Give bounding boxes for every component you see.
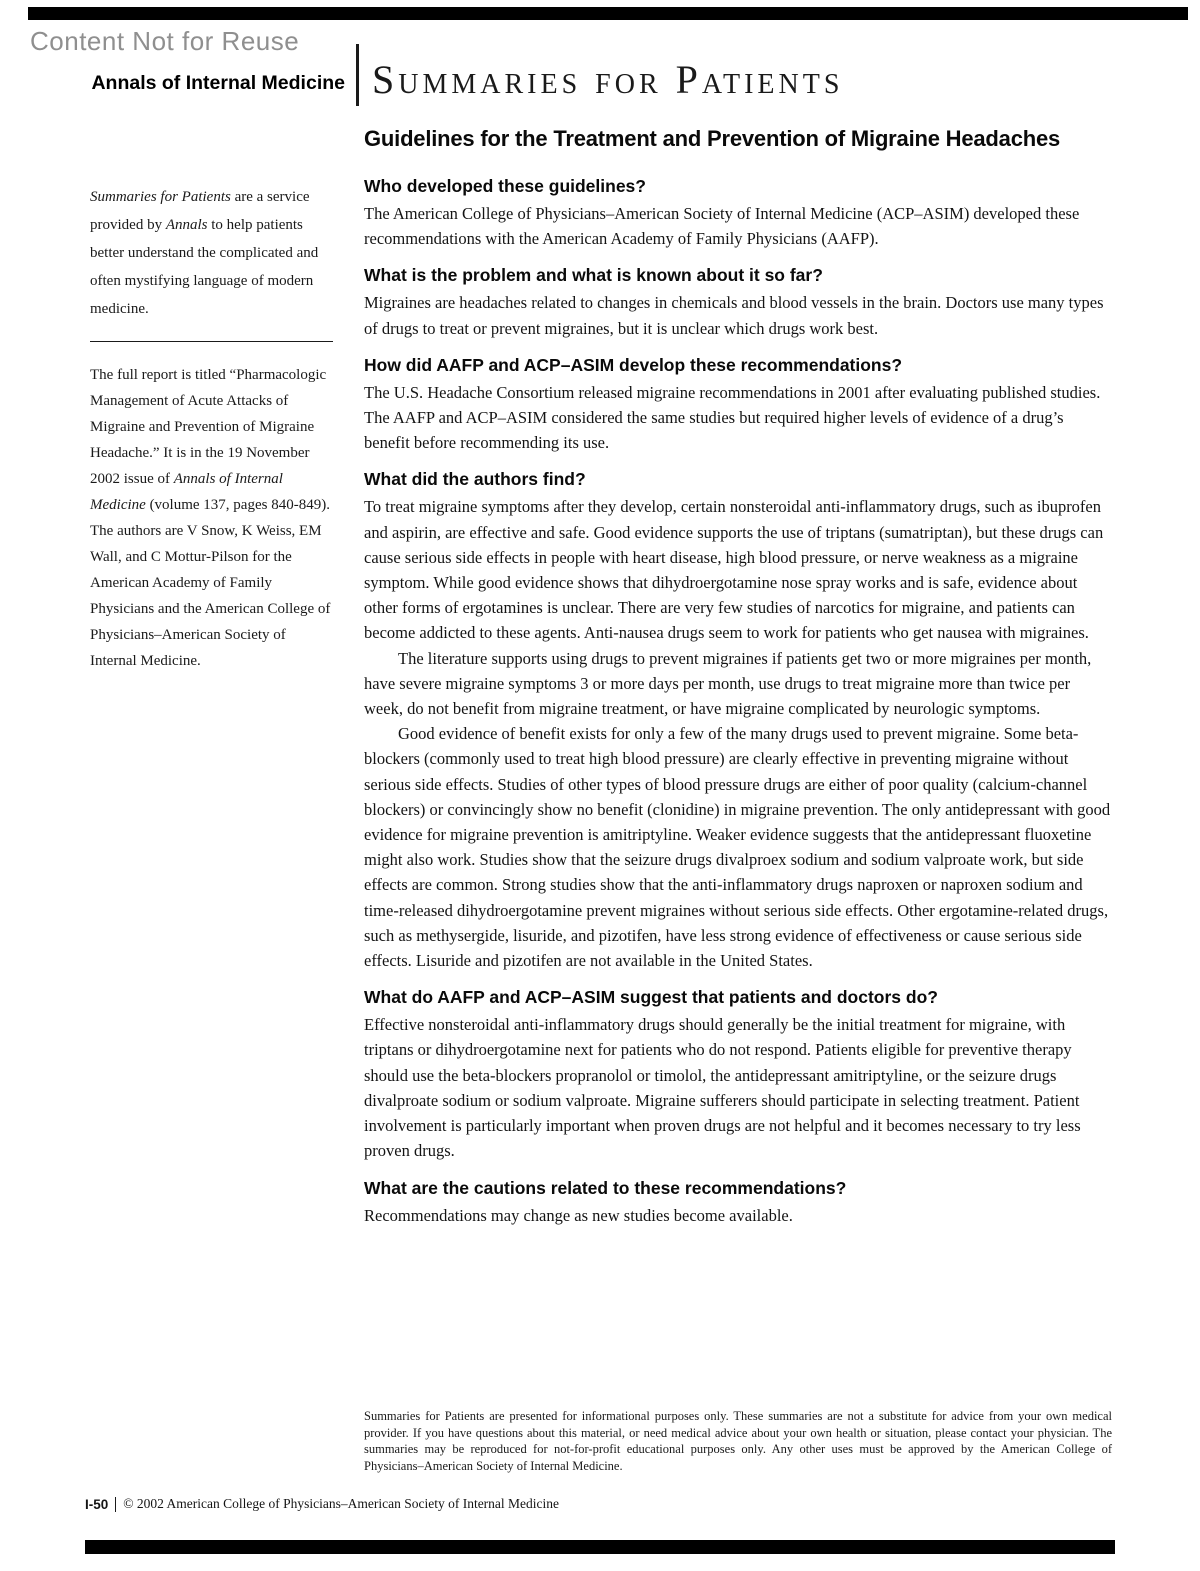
footline <box>85 1496 559 1512</box>
section-heading: What are the cautions related to these recommendations? <box>364 1177 847 1198</box>
watermark: Content Not for Reuse <box>30 26 300 56</box>
section-suggestions <box>364 987 1112 1163</box>
journal-name: Annals of Internal Medicine <box>91 72 345 94</box>
section-paragraph: Good evidence of benefit exists for only a few of the many drugs used to prevent migraine. Some beta-blockers (commonly used to treat high blood pressure) are clearly effective in preventing migraine without serious side effects. Studies of other types of blood pressure drugs are either of poor quality (calcium-channel blockers) or convincingly show no benefit (clonidine) in migraine prevention. The only antidepressant with good evidence for migraine prevention is amitriptyline. Weaker evidence suggests that the antidepressant fluoxetine might also work. Studies show that the seizure drugs divalproex sodium and sodium valproate work, but side effects are common. Strong studies show that the anti-inflammatory drugs naproxen or naproxen sodium and time-released dihydroergotamine prevent migraines without serious side effects. Other ergotamine-related drugs, such as methysergide, lisuride, and pizotifen, have less strong evidence of effectiveness or cause serious side effects. Lisuride and pizotifen are not available in the United States. <box>364 724 1111 971</box>
disclaimer: Summaries for Patients are presented for informational purposes only. These summaries are not a substitute for advice from your own medical provider. If you have questions about this material, or need medical advice about your own health or situation, please contact your physician. The summaries may be reproduced for not-for-profit educational purposes only. Any other uses must be approved by the American College of Physicians–American Society of Internal Medicine. <box>364 1409 1112 1473</box>
section-paragraph: Effective nonsteroidal anti-inflammatory drugs should generally be the initial treatment for migraine, with triptans or dihydroergotamine next for patients who do not respond. Patients eligible for preventive therapy should use the beta-blockers propranolol or timolol, the antidepressant amitriptyline, or the seizure drugs divalproate sodium or sodium valproate. Migraine sufferers should participate in selecting treatment. Patient involvement is particularly important when proven drugs are not helpful and it becomes necessary to try less proven drugs. <box>364 1015 1081 1161</box>
report-citation-text-2: (volume 137, pages 840-849). The authors are V Snow, K Weiss, EM Wall, and C Mottur-Pilson for the American Academy of Family Physicians and the American College of Physicians–American Society of Internal Medicine. <box>90 497 331 669</box>
top-rule <box>28 7 1188 20</box>
section-heading: What did the authors find? <box>364 469 586 490</box>
report-citation-text-1: The full report is titled “Pharmacologic Management of Acute Attacks of Migraine and Prevention of Migraine Headache.” It is in the 19 November 2002 issue of <box>90 367 327 487</box>
section-heading: What do AAFP and ACP–ASIM suggest that patients and doctors do? <box>364 987 938 1008</box>
bottom-rule <box>85 1540 1115 1554</box>
copyright-notice: © 2002 American College of Physicians–American Society of Internal Medicine <box>123 1496 560 1511</box>
section-problem <box>364 265 1112 340</box>
sidebar <box>90 183 333 674</box>
report-citation-journal-name: Annals of Internal Medicine <box>90 471 283 513</box>
section-how-developed <box>364 355 1112 456</box>
article-title: Guidelines for the Treatment and Prevention of Migraine Headaches <box>364 126 1061 151</box>
page-number: I-50 <box>85 1497 116 1512</box>
section-paragraph: Migraines are headaches related to changes in chemicals and blood vessels in the brain. Doctors use many types of drugs to treat or prevent migraines, but it is unclear which drugs work best. <box>364 293 1104 338</box>
sidebar-divider <box>90 341 333 342</box>
section-paragraph: To treat migraine symptoms after they develop, certain nonsteroidal anti-inflammatory drugs, such as ibuprofen and aspirin, are effective and safe. Good evidence supports the use of triptans (sumatriptan), but these drugs can cause serious side effects in people with heart disease, high blood pressure, or nerve weakness as a migraine symptom. While good evidence shows that dihydroergotamine nose spray works and is safe, evidence about other forms of ergotamines is unclear. There are very few studies of narcotics for migraine, and patients can become addicted to these agents. Anti-nausea drugs seem to work for patients who get nausea with migraines. <box>364 497 1104 643</box>
section-heading: Who developed these guidelines? <box>364 176 646 196</box>
sidebar-about-text-1: are a service provided by <box>90 189 310 233</box>
section-paragraph: The U.S. Headache Consortium released migraine recommendations in 2001 after evaluating published studies. The AAFP and ACP–ASIM considered the same studies but required higher levels of evidence of a drug’s benefit before recommending its use. <box>364 382 1101 453</box>
sidebar-about-journal-name: Annals <box>165 217 208 233</box>
section-who-developed <box>364 176 1112 251</box>
section-paragraph: The literature supports using drugs to prevent migraines if patients get two or more migraines per month, have severe migraine symptoms 3 or more days per month, use drugs to treat migraine more than twice per week, do not benefit from migraine treatment, or have migraine complicated by neurologic symptoms. <box>364 648 1092 719</box>
masthead-divider <box>356 44 359 106</box>
section-cautions <box>364 1178 1112 1228</box>
section-heading: How did AAFP and ACP–ASIM develop these recommendations? <box>364 354 903 375</box>
sidebar-about-series-name: Summaries for Patients <box>90 189 231 205</box>
section-heading: What is the problem and what is known about it so far? <box>364 265 823 286</box>
sidebar-report-citation <box>90 362 333 674</box>
sidebar-about <box>90 183 333 323</box>
section-paragraph: The American College of Physicians–American Society of Internal Medicine (ACP–ASIM) developed these recommendations with the American Academy of Family Physicians (AAFP). <box>364 204 1080 249</box>
sidebar-about-text-2: to help patients better understand the complicated and often mystifying language of modern medicine. <box>90 217 319 317</box>
article-body <box>364 176 1112 1228</box>
series-title: Summaries for Patients <box>372 57 844 102</box>
section-paragraph: Recommendations may change as new studies become available. <box>364 1205 793 1225</box>
section-findings <box>364 469 1112 973</box>
